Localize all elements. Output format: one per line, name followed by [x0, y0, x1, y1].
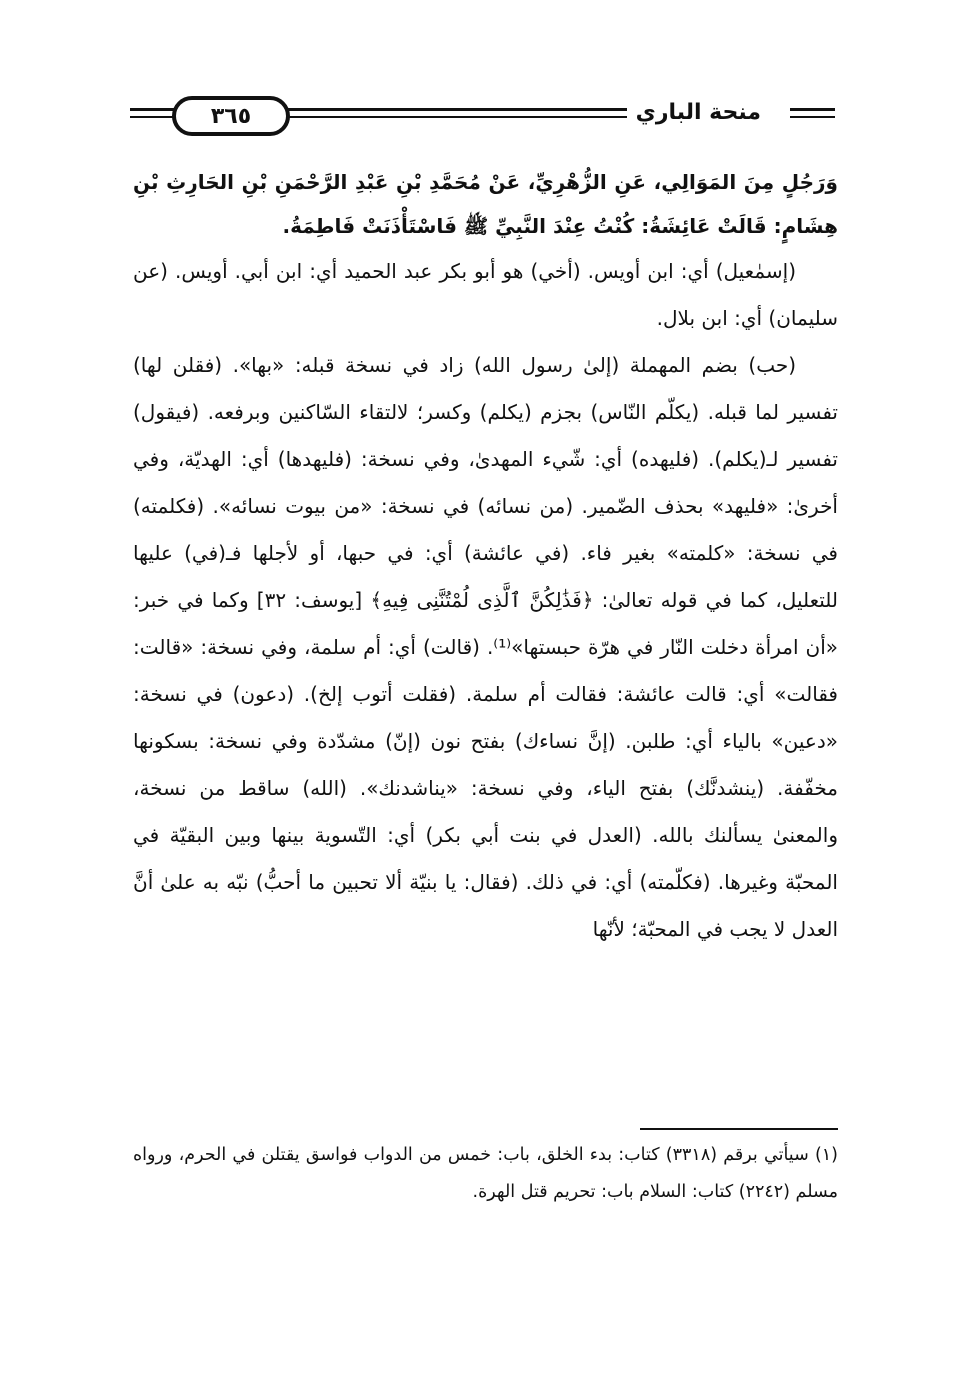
main-text: [133, 160, 838, 953]
header-rule-middle-top: [285, 108, 627, 111]
header-rule-right-top: [790, 108, 835, 111]
footnote-separator: [640, 1128, 838, 1130]
commentary-paragraph-2: (حب) بضم المهملة (إلىٰ رسول الله) زاد في نسخة قبله: «بها». (فقلن لها) تفسير لما قبله. (يكلّم النّاس) بجزم (يكلم) وكسر؛ لالتقاء السّاكنين وبرفعه. (فيقول) تفسير لـ(يكلم). (فليهده) أي: شّيء المهدىٰ، وفي نسخة: (فليهدها) أي: الهديّة، وفي أخرىٰ: «فليهد» بحذف الضّمير. (من نسائه) في نسخة: «من بيوت نسائه». (فكلمته) في نسخة: «كلمته» بغير فاء. (في عائشة) أي: في حبها، أو لأجلها فـ(في) عليها للتعليل، كما في قوله تعالىٰ: ﴿فَذَٰلِكُنَّ ٱلَّذِى لُمْتُنَّنِى فِيهِ﴾ [يوسف: ٣٢] وكما في خبر: «أن امرأة دخلت النّار في هرّة حبستها»⁽¹⁾. (قالت) أي: أم سلمة، وفي نسخة: «قالت: فقالت» أي: قالت عائشة: فقالت أم سلمة. (فقلت أتوب إلخ). (دعون) في نسخة: «دعين» بالياء أي: طلبن. (إنَّ نساءك) بفتح نون (إنّ) مشدّدة وفي نسخة: بسكونها مخفّفة. (ينشدنَّك) بفتح الياء، وفي نسخة: «يناشدنك». (الله) ساقط من نسخة، والمعنىٰ يسألنك بالله. (العدل في بنت أبي بكر) أي: التّسوية بينها وبين البقيّة في المحبّة وغيرها. (فكلّمته) أي: في ذلك. (فقال: يا بنيّة ألا تحبين ما أحبُّ) نبّه به علىٰ أنَّ العدل لا يجب في المحبّة؛ لأنّها: [133, 353, 838, 941]
page-number: ٣٦٥: [172, 96, 290, 136]
footnote-text: سيأتي برقم (٣٣١٨) كتاب: بدء الخلق، باب: خمس من الدواب فواسق يقتلن في الحرم، ورواه مسلم (٢٢٤٢) كتاب: السلام باب: تحريم قتل الهرة.: [133, 1145, 838, 1202]
page-header: [130, 90, 835, 145]
header-rule-right-bottom: [790, 116, 835, 118]
footnote-marker: (١): [814, 1145, 838, 1165]
hadith-text: وَرَجُلٍ مِنَ المَوَالِي، عَنِ الزُّهْرِيِّ، عَنْ مُحَمَّدِ بْنِ عَبْدِ الرَّحْمَنِ بْنِ الحَارِثِ بْنِ هِشَامٍ: قَالَتْ عَائِشَةُ: كُنْتُ عِنْدَ النَّبِيِّ ﷺ فَاسْتَأْذَنَتْ فَاطِمَةُ.: [133, 170, 838, 238]
commentary-paragraph-1: (إسمٰعيل) أي: ابن أويس. (أخي) هو أبو بكر عبد الحميد أي: ابن أبي. أويس. (عن سليمان) أي: ابن بلال.: [133, 259, 838, 330]
footnote-1: [133, 1137, 838, 1211]
running-title: منحة الباري: [635, 100, 761, 125]
header-rule-middle-bottom: [285, 116, 627, 118]
